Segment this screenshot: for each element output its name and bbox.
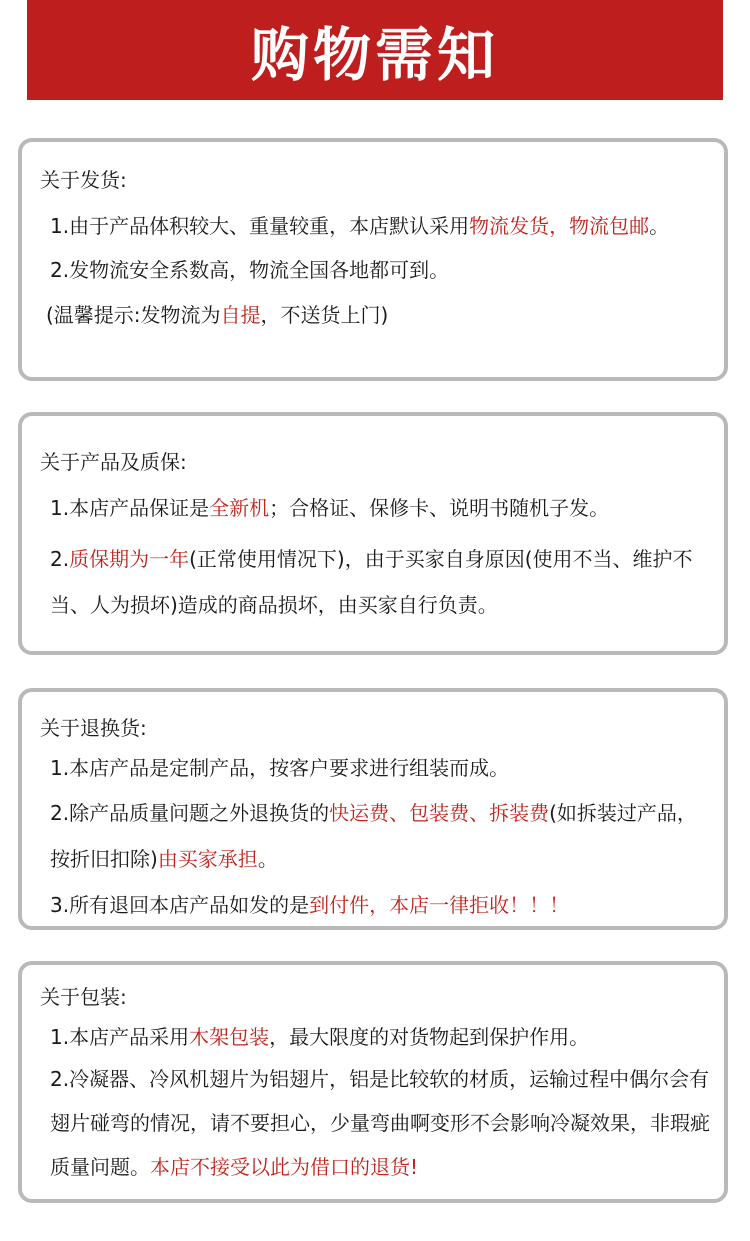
shipping-highlight: 物流发货，物流包邮 <box>469 214 650 238</box>
warranty-section <box>18 412 728 655</box>
shipping-item-1: 1.由于产品体积较大、重量较重，本店默认采用物流发货，物流包邮。 <box>50 214 670 238</box>
warranty-heading: 关于产品及质保: <box>40 450 187 474</box>
packaging-item-2: 2.冷凝器、冷风机翅片为铝翅片，铝是比较软的材质，运输过程中偶尔会有翅片碰弯的情况，请不要担心，少量弯曲啊变形不会影响冷凝效果，非瑕疵质量问题。本店不接受以此为借口的退货! <box>50 1067 710 1179</box>
title-banner <box>27 0 723 100</box>
shipping-section <box>18 138 728 381</box>
packaging-heading: 关于包装: <box>40 985 127 1009</box>
returns-buyer-highlight: 由买家承担 <box>157 847 258 871</box>
shipping-heading: 关于发货: <box>40 168 127 192</box>
shipping-tip: (温馨提示:发物流为自提，不送货上门) <box>46 303 389 327</box>
returns-heading: 关于退换货: <box>40 716 147 740</box>
packaging-wood-highlight: 木架包装 <box>189 1025 270 1049</box>
warranty-new-highlight: 全新机 <box>209 496 270 520</box>
page-title: 购物需知 <box>250 21 499 89</box>
tip-highlight: 自提 <box>220 303 261 327</box>
shipping-item-2: 2.发物流安全系数高，物流全国各地都可到。 <box>50 258 450 282</box>
packaging-no-return-highlight: 本店不接受以此为借口的退货! <box>150 1155 419 1179</box>
warranty-period-highlight: 质保期为一年 <box>69 547 190 571</box>
packaging-section <box>18 961 728 1203</box>
packaging-item-1: 1.本店产品采用木架包装，最大限度的对货物起到保护作用。 <box>50 1025 590 1049</box>
returns-item-1: 1.本店产品是定制产品，按客户要求进行组装而成。 <box>50 756 510 780</box>
returns-item-2: 2.除产品质量问题之外退换货的快运费、包装费、拆装费(如拆装过产品，按折旧扣除)由买家承担。 <box>50 801 697 871</box>
returns-item-3: 3.所有退回本店产品如发的是到付件，本店一律拒收！！！ <box>50 893 570 917</box>
warranty-item-2: 2.质保期为一年(正常使用情况下)，由于买家自身原因(使用不当、维护不当、人为损坏)造成的商品损坏，由买家自行负责。 <box>50 547 693 617</box>
returns-section <box>18 688 728 930</box>
returns-refuse-highlight: 到付件，本店一律拒收！！！ <box>309 893 570 917</box>
returns-fees-highlight: 快运费、包装费、拆装费 <box>329 801 550 825</box>
warranty-item-1: 1.本店产品保证是全新机；合格证、保修卡、说明书随机子发。 <box>50 496 610 520</box>
